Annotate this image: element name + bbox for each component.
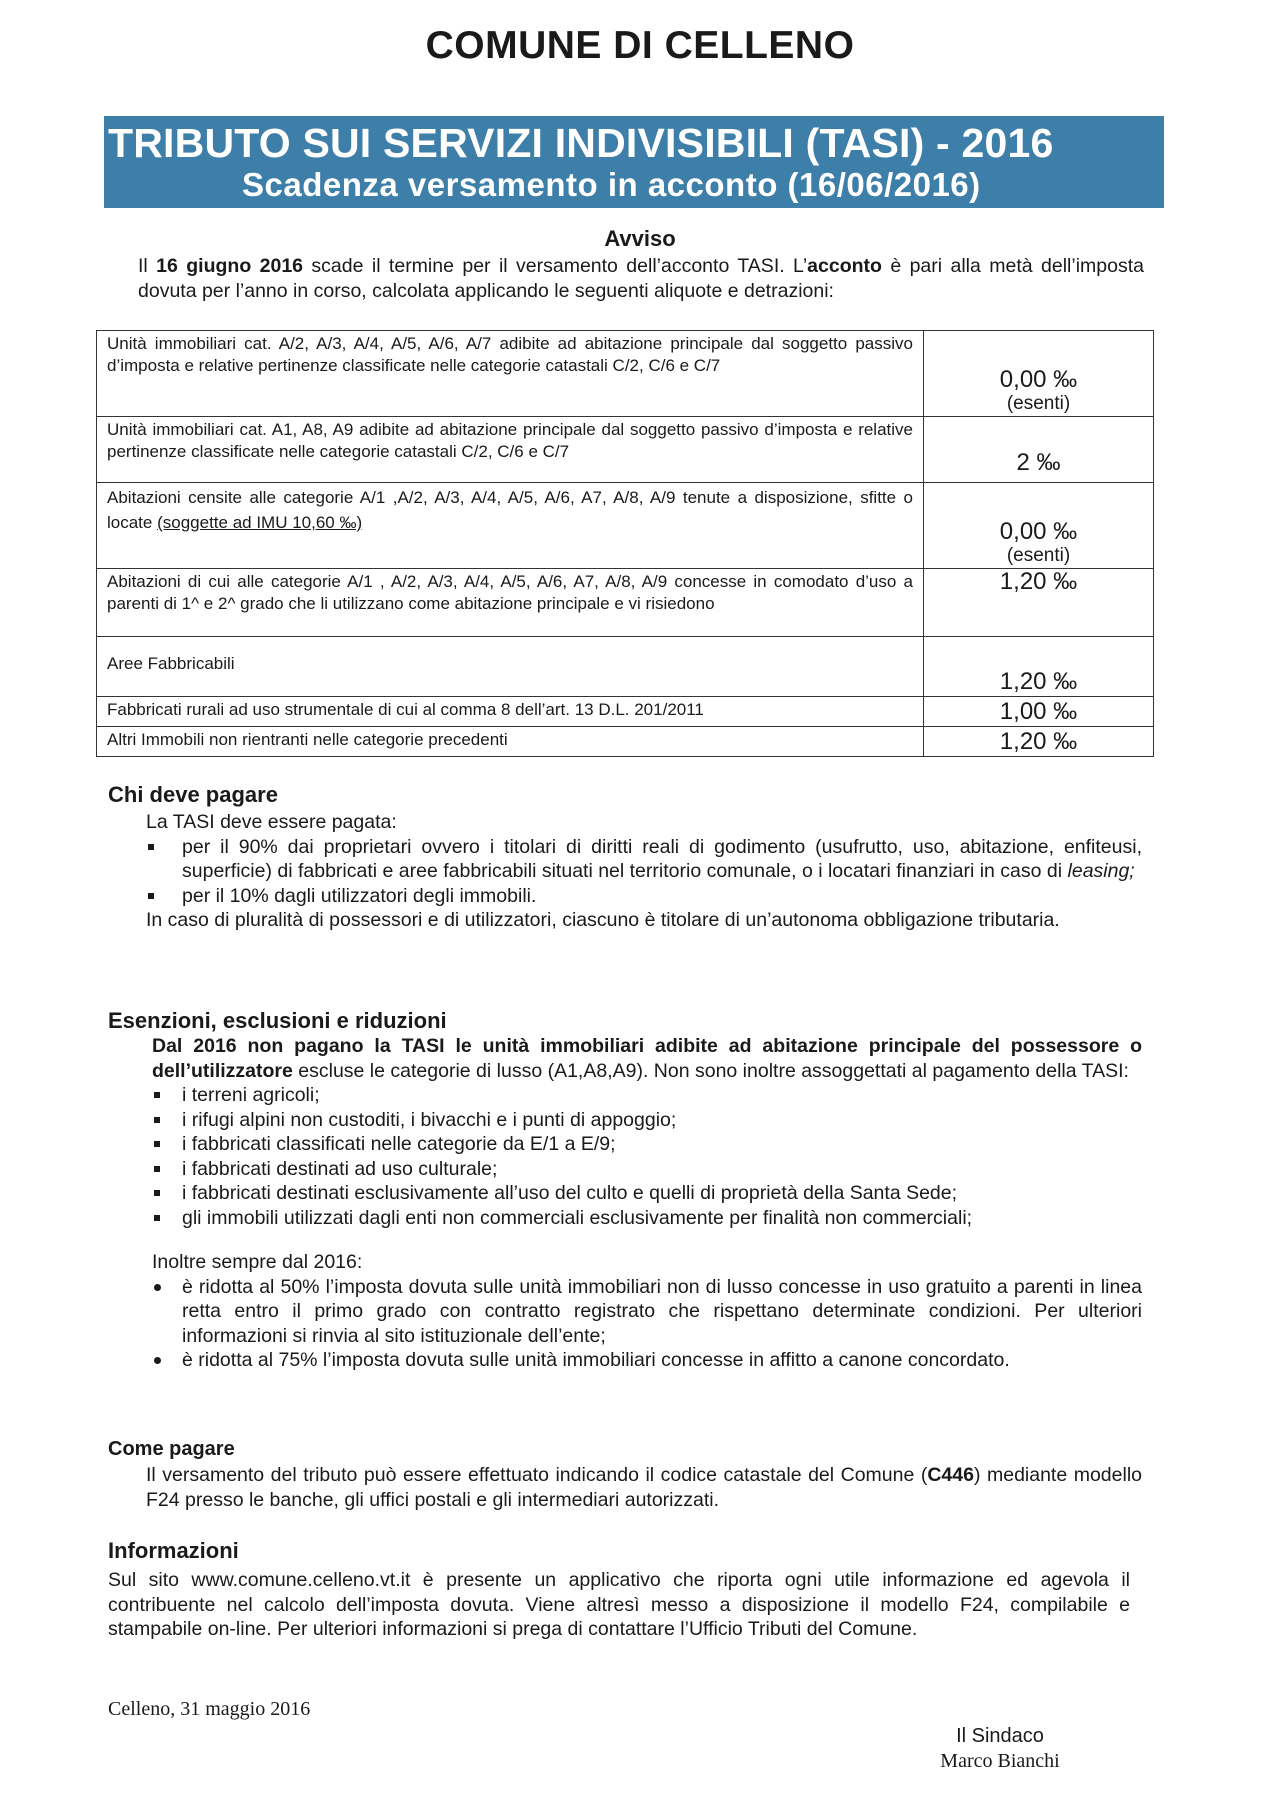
rate-amount: 1,20 ‰	[999, 568, 1078, 595]
list-item: è ridotta al 50% l’imposta dovuta sulle unità immobiliari non di lusso concesse in uso gratuito a parenti in linea retta entro il primo grado con contratto registrato che rispettano determinate condizioni. Per ulteriori informazioni si rinvia al sito istituzionale dell’ente;	[152, 1275, 1142, 1349]
rate-description: Unità immobiliari cat. A/2, A/3, A/4, A/5, A/6, A/7 adibite ad abitazione principale dal soggetto passivo d’imposta e relative pertinenze classificate nelle categorie catastali C/2, C/6 e C/7	[97, 331, 924, 417]
come-pagare-body	[146, 1463, 1142, 1512]
inoltre-lead: Inoltre sempre dal 2016:	[152, 1251, 363, 1273]
rate-amount: 2 ‰	[1016, 449, 1061, 476]
rate-description	[97, 483, 924, 569]
spacer	[152, 1230, 1142, 1250]
list-item: gli immobili utilizzati dagli enti non commerciali esclusivamente per finalità non commerciali;	[152, 1206, 1142, 1231]
list-item: i fabbricati destinati ad uso culturale;	[152, 1157, 1142, 1182]
notice-text: Il	[138, 255, 157, 277]
rate-amount: 0,00 ‰	[999, 366, 1078, 393]
signer-name: Marco Bianchi	[940, 1750, 1060, 1772]
table-row	[97, 697, 1154, 727]
list-item-text: per il 90% dai proprietari ovvero i titolari di diritti reali di godimento (usufrutto, uso, abitazione, enfiteusi, superficie) di fabbricati e aree fabbricabili situati nel territorio comunale, o i locatari finanziari in caso di	[182, 835, 1142, 882]
come-pagare-text: ) mediante modello F24 presso le banche, gli uffici postali e gli intermediari autorizzati.	[146, 1464, 1142, 1511]
informazioni-body: Sul sito www.comune.celleno.vt.it è presente un applicativo che riporta ogni utile informazione ed agevola il contribuente nel calcolo dell’imposta dovuta. Viene altresì messo a disposizione il modello F24, compilabile e stampabile on-line. Per ulteriori informazioni si prega di contattare l’Ufficio Tributi del Comune.	[108, 1569, 1130, 1640]
list-item: i fabbricati classificati nelle categorie da E/1 a E/9;	[152, 1132, 1142, 1157]
rate-value	[924, 637, 1154, 697]
rate-value	[924, 727, 1154, 757]
list-item: i terreni agricoli;	[152, 1083, 1142, 1108]
deadline-date: 16 giugno 2016	[156, 255, 304, 277]
reduction-list	[152, 1275, 1142, 1373]
rate-value	[924, 569, 1154, 637]
rate-amount: 0,00 ‰	[999, 518, 1078, 545]
section-heading-come-pagare: Come pagare	[108, 1438, 235, 1460]
rate-description: Unità immobiliari cat. A1, A8, A9 adibite ad abitazione principale dal soggetto passivo d’imposta e relative pertinenze classificate nelle categorie catastali C/2, C/6 e C/7	[97, 417, 924, 483]
rates-table	[96, 330, 1154, 757]
rate-value	[924, 697, 1154, 727]
chi-deve-pagare-lead: La TASI deve essere pagata:	[146, 811, 397, 833]
imu-reference: (soggette ad IMU 10,60 ‰)	[157, 513, 363, 532]
rate-description: Altri Immobili non rientranti nelle categorie precedenti	[97, 727, 924, 757]
leasing-term: leasing;	[1067, 860, 1135, 882]
list-item: i rifugi alpini non custoditi, i bivacchi e i punti di appoggio;	[152, 1108, 1142, 1133]
rate-amount: 1,00 ‰	[999, 698, 1078, 725]
table-row	[97, 637, 1154, 697]
esenzioni-body	[152, 1034, 1142, 1373]
list-item: per il 10% dagli utilizzatori degli immobili.	[146, 884, 1142, 909]
esenzioni-lead	[152, 1034, 1142, 1083]
table-row	[97, 569, 1154, 637]
exemption-list	[152, 1083, 1142, 1230]
notice-text: scade il termine per il versamento dell’acconto TASI. L’	[303, 255, 808, 277]
list-item	[146, 835, 1142, 884]
rate-description: Abitazioni di cui alle categorie A/1 , A/2, A/3, A/4, A/5, A/6, A7, A/8, A/9 concesse in comodato d’uso a parenti di 1^ e 2^ grado che li utilizzano come abitazione principale e vi risiedono	[97, 569, 924, 637]
municipality-title: COMUNE DI CELLENO	[425, 24, 855, 67]
acconto-term: acconto	[807, 255, 882, 277]
notice-heading: Avviso	[604, 226, 676, 251]
list-item: è ridotta al 75% l’imposta dovuta sulle unità immobiliari concesse in affitto a canone concordato.	[152, 1348, 1142, 1373]
rate-value	[924, 483, 1154, 569]
table-row	[97, 417, 1154, 483]
list-item: i fabbricati destinati esclusivamente all’uso del culto e quelli di proprietà della Santa Sede;	[152, 1181, 1142, 1206]
signer-title: Il Sindaco	[956, 1725, 1044, 1747]
rate-description-text: Abitazioni censite alle categorie A/1 ,A/2, A/3, A/4, A/5, A/6, A7, A/8, A/9 tenute a disposizione, sfitte o locate	[107, 488, 913, 532]
table-row	[97, 727, 1154, 757]
esenzioni-lead-bold: Dal 2016 non pagano la TASI le unità immobiliari adibite ad abitazione principale del possessore o dell’utilizzatore	[152, 1035, 1142, 1082]
place-date: Celleno, 31 maggio 2016	[108, 1698, 311, 1720]
rate-amount: 1,20 ‰	[999, 668, 1078, 695]
rate-value	[924, 417, 1154, 483]
rate-value	[924, 331, 1154, 417]
rate-description: Fabbricati rurali ad uso strumentale di cui al comma 8 dell’art. 13 D.L. 201/2011	[97, 697, 924, 727]
cadastral-code: C446	[927, 1464, 974, 1486]
banner-subtitle: Scadenza versamento in acconto (16/06/2016)	[242, 166, 981, 203]
banner-title: TRIBUTO SUI SERVIZI INDIVISIBILI (TASI) - 2016	[108, 120, 1054, 166]
rate-description: Aree Fabbricabili	[97, 637, 924, 697]
section-heading-informazioni: Informazioni	[108, 1538, 239, 1563]
rate-note: (esenti)	[1006, 393, 1071, 414]
esenzioni-lead-text: escluse le categorie di lusso (A1,A8,A9). Non sono inoltre assoggettati al pagamento della TASI:	[292, 1059, 1129, 1082]
section-heading-chi-deve-pagare: Chi deve pagare	[108, 782, 278, 807]
chi-deve-pagare-body	[146, 810, 1142, 933]
chi-deve-pagare-closing: In caso di pluralità di possessori e di utilizzatori, ciascuno è titolare di un’autonoma obbligazione tributaria.	[146, 909, 1060, 931]
notice-text: è pari alla metà dell’imposta dovuta per l’anno in corso, calcolata applicando le seguenti aliquote e detrazioni:	[138, 255, 1144, 302]
section-heading-esenzioni: Esenzioni, esclusioni e riduzioni	[108, 1008, 447, 1033]
title-banner	[104, 116, 1164, 208]
payer-list	[146, 835, 1142, 909]
notice-paragraph	[138, 254, 1144, 304]
table-row	[97, 331, 1154, 417]
rate-note: (esenti)	[1006, 545, 1071, 566]
rate-amount: 1,20 ‰	[999, 728, 1078, 755]
come-pagare-text: Il versamento del tributo può essere effettuato indicando il codice catastale del Comune (	[146, 1464, 928, 1486]
table-row	[97, 483, 1154, 569]
signature-block	[900, 1724, 1100, 1774]
